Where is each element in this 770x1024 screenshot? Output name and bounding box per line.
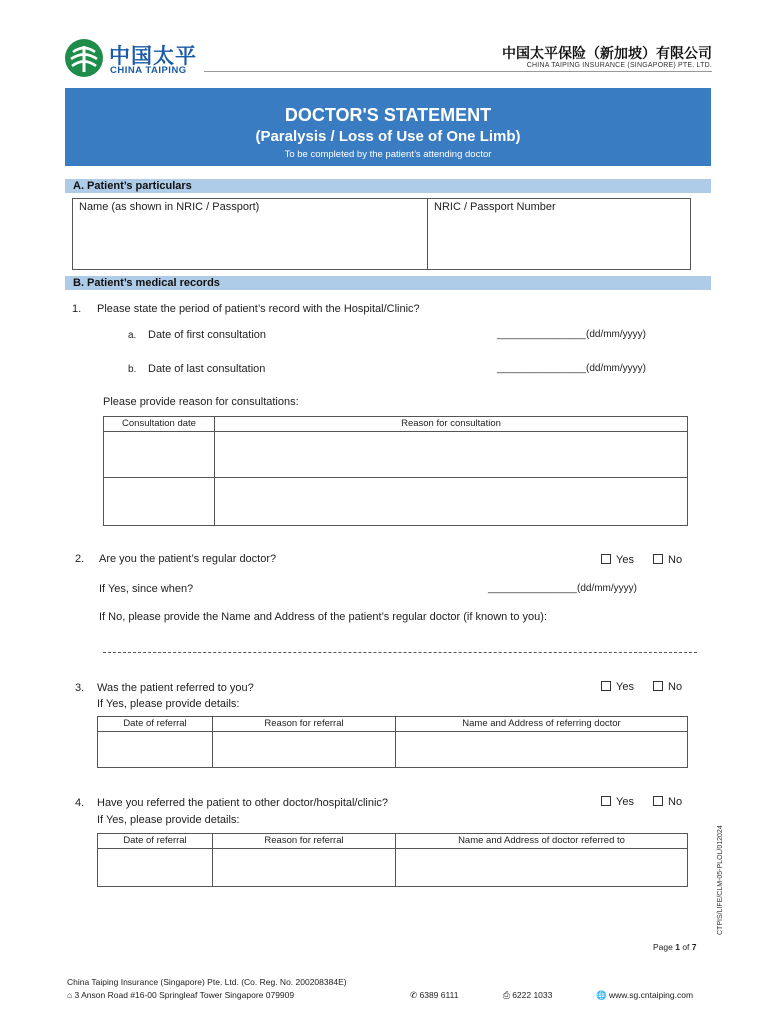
q4-text: Have you referred the patient to other doctor/hospital/clinic? (97, 797, 389, 809)
q4-number: 4. (75, 797, 85, 809)
page-title: DOCTOR'S STATEMENT (284, 105, 492, 125)
col-consultation-date: Consultation date (104, 417, 215, 432)
q3-no-option[interactable]: No (653, 681, 682, 693)
q3-yes-option[interactable]: Yes (601, 681, 634, 693)
footer-website[interactable]: 🌐 www.sg.cntaiping.com (596, 990, 694, 1000)
checkbox-icon[interactable] (601, 681, 611, 691)
name-field-label: Name (as shown in NRIC / Passport) (79, 201, 260, 213)
table-row[interactable] (104, 478, 688, 526)
col-date-of-referral: Date of referral (98, 834, 213, 849)
section-b-heading: B. Patient’s medical records (65, 276, 711, 290)
q1a-label: a. (128, 330, 137, 341)
q1a-text: Date of first consultation (148, 329, 267, 341)
name-field[interactable] (72, 198, 428, 270)
referral-table (97, 716, 688, 768)
col-doctor-referred-to: Name and Address of doctor referred to (396, 834, 688, 849)
checkbox-icon[interactable] (653, 554, 663, 564)
reason-prompt: Please provide reason for consultations: (103, 396, 299, 408)
q2-yes-option[interactable]: Yes (601, 554, 634, 566)
footer-phone: ✆ 6389 6111 (410, 990, 459, 1000)
q2-no-option[interactable]: No (653, 554, 682, 566)
col-reason-for-referral: Reason for referral (213, 834, 396, 849)
col-reason-for-consultation: Reason for consultation (215, 417, 688, 432)
q1b-text: Date of last consultation (148, 363, 266, 375)
q1b-label: b. (128, 364, 137, 375)
globe-icon: 🌐 (596, 990, 607, 1000)
q2-text: Are you the patient’s regular doctor? (99, 553, 277, 565)
title-note: To be completed by the patient’s attending doctor (284, 149, 492, 160)
page-subtitle: (Paralysis / Loss of Use of One Limb) (255, 128, 521, 145)
nric-field[interactable] (427, 198, 691, 270)
logo-text-en: CHINA TAIPING (110, 65, 187, 76)
col-reason-for-referral: Reason for referral (213, 717, 396, 732)
title-banner (65, 88, 711, 166)
page-number: Page 1 of 7 (653, 942, 697, 952)
home-icon: ⌂ (67, 990, 73, 1000)
table-row[interactable] (98, 849, 688, 887)
consultation-table (103, 416, 688, 526)
q3-number: 3. (75, 682, 85, 694)
last-consultation-date-field[interactable]: ________________(dd/mm/yyyy) (497, 363, 646, 374)
q3-detail: If Yes, please provide details: (97, 698, 240, 710)
q4-detail: If Yes, please provide details: (97, 814, 240, 826)
table-row[interactable] (98, 732, 688, 768)
company-name-zh: 中国太平保险（新加坡）有限公司 (502, 45, 712, 61)
form-code: CTPIS/LIFE/CLM-05-PLOL/012024 (717, 825, 724, 935)
nric-field-label: NRIC / Passport Number (434, 201, 556, 213)
q1-text: Please state the period of patient’s record with the Hospital/Clinic? (97, 303, 420, 315)
checkbox-icon[interactable] (601, 796, 611, 806)
company-name-en: CHINA TAIPING INSURANCE (SINGAPORE) PTE. LTD. (526, 62, 712, 69)
q2-no-text: If No, please provide the Name and Address of the patient’s regular doctor (if known to you): (99, 611, 547, 623)
col-date-of-referral: Date of referral (98, 717, 213, 732)
fax-icon: ⎙ (503, 990, 510, 1000)
q2-since-text: If Yes, since when? (99, 583, 194, 595)
first-consultation-date-field[interactable]: ________________(dd/mm/yyyy) (497, 329, 646, 340)
col-referring-doctor: Name and Address of referring doctor (396, 717, 688, 732)
referred-to-table (97, 833, 688, 887)
regular-doctor-since-field[interactable]: ________________(dd/mm/yyyy) (488, 583, 637, 594)
q4-no-option[interactable]: No (653, 796, 682, 808)
footer-fax: ⎙ 6222 1033 (503, 990, 553, 1000)
phone-icon: ✆ (410, 990, 418, 1000)
header-rule (204, 71, 712, 72)
section-a-heading: A. Patient’s particulars (65, 179, 711, 193)
footer-company: China Taiping Insurance (Singapore) Pte. Ltd. (Co. Reg. No. 200208384E) (67, 977, 347, 987)
q1-number: 1. (72, 303, 82, 315)
regular-doctor-line[interactable] (103, 652, 697, 653)
q4-yes-option[interactable]: Yes (601, 796, 634, 808)
logo-text-zh: 中国太平 (109, 45, 197, 68)
company-logo (64, 38, 104, 78)
checkbox-icon[interactable] (653, 681, 663, 691)
tree-logo-icon (64, 38, 104, 78)
checkbox-icon[interactable] (653, 796, 663, 806)
checkbox-icon[interactable] (601, 554, 611, 564)
table-row[interactable] (104, 432, 688, 478)
q3-text: Was the patient referred to you? (97, 682, 254, 694)
q2-number: 2. (75, 553, 85, 565)
footer-address: ⌂ 3 Anson Road #16-00 Springleaf Tower Singapore 079909 (67, 990, 295, 1000)
